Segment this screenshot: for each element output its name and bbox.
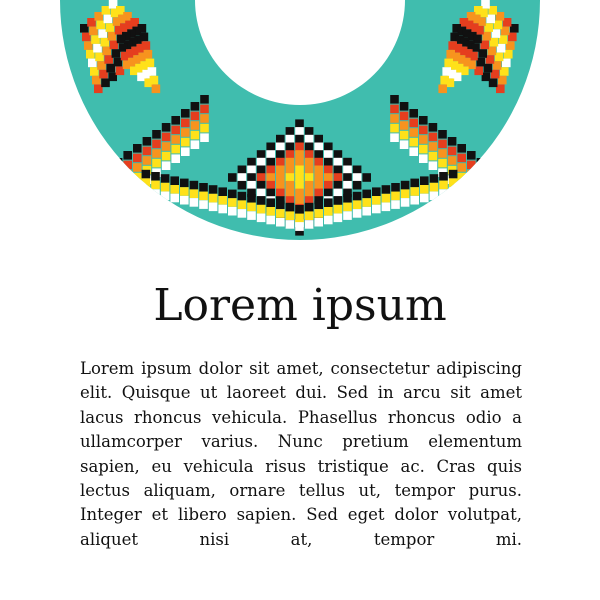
page-title: Lorem ipsum: [153, 280, 447, 331]
beaded-collar-illustration: [0, 0, 600, 250]
body-paragraph: Lorem ipsum dolor sit amet, consectetur adipiscing elit. Quisque ut laoreet dui. Sed in arcu sit amet lacus rhoncus vehicula. Phasellus rhoncus odio a ullamcorper varius. Nunc pretium elementum sapien, eu vehicula risus tristique ac. Cras quis lectus aliquam, ornare tellus ut, tempor purus. Integer et libero sapien. Sed eget dolor volutpat, aliquet nisi at, tempor mi.: [80, 359, 522, 549]
